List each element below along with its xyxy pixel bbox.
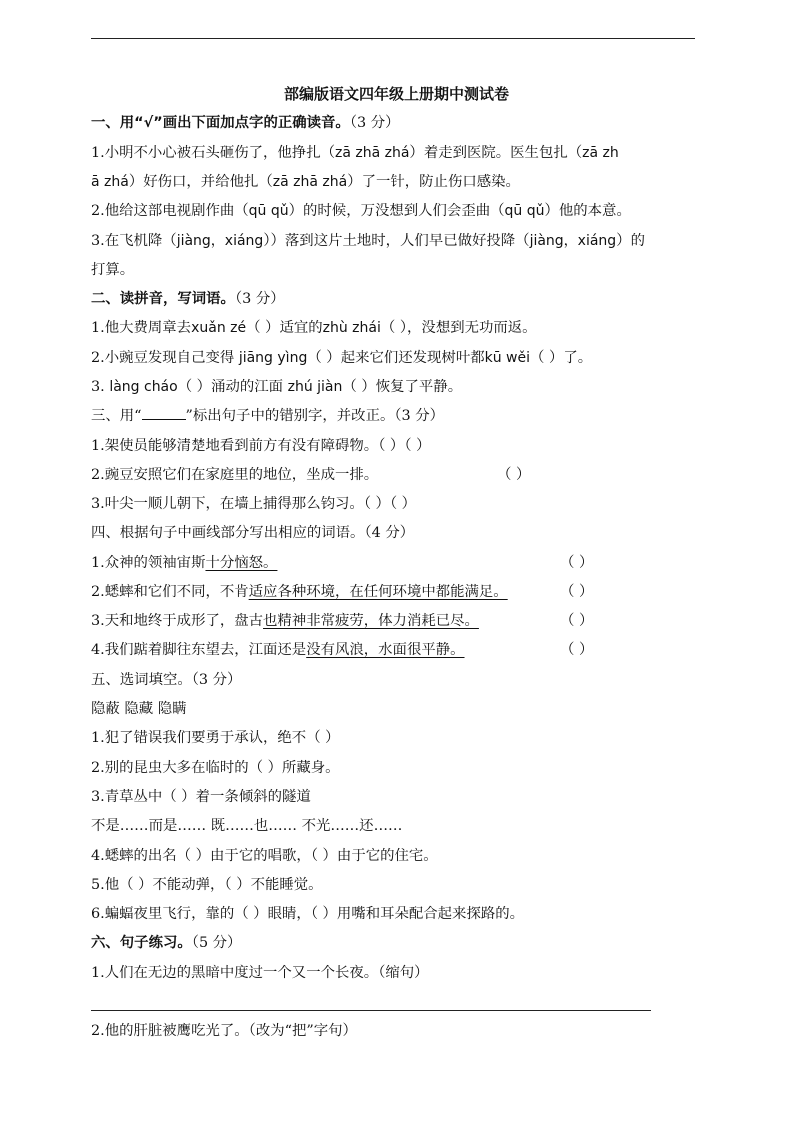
s4-line-4: 4.我们踮着脚往东望去，江面还是没有风浪，水面很平静。 [91, 642, 465, 658]
section-1-heading-text-2: ”画出下面加点字的正确读音。 [153, 115, 350, 131]
answer-blank[interactable]: （ ） [560, 584, 594, 600]
pinyin-options: jiàng，xiáng [176, 233, 264, 249]
s1-line-1: 1.小明不小心被石头砸伤了，他挣扎（zā zhā zhá）着走到医院。医生包扎（zā zh [91, 145, 619, 161]
checkmark-symbol: √ [143, 115, 154, 131]
s1-line-3: 2.他给这部电视剧作曲（qū qǔ）的时候，万没想到人们会歪曲（qū qǔ）他的本意。 [91, 203, 631, 219]
pinyin-options: jiàng，xiáng [529, 233, 617, 249]
s5-line-5[interactable]: 5.他（ ）不能动弹，（ ）不能睡觉。 [91, 877, 323, 893]
section-5-heading: 五、选词填空。（3 分） [91, 672, 242, 688]
section-4-heading: 四、根据句子中画线部分写出相应的词语。（4 分） [91, 525, 415, 541]
underline-mark-sample [142, 407, 186, 420]
answer-blank[interactable]: （ ） [560, 555, 594, 571]
underlined-phrase: 十分恼怒。 [205, 555, 278, 571]
answer-blank[interactable]: （ ）恢复了平静。 [342, 379, 463, 395]
s3-line-2: 2.豌豆安照它们在家庭里的地位，坐成一排。 [91, 467, 379, 483]
answer-blank[interactable]: （ ）了。 [530, 350, 593, 366]
s5-line-3[interactable]: 3.青草丛中（ ）着一条倾斜的隧道 [91, 789, 311, 805]
answer-writing-line[interactable] [91, 1010, 651, 1011]
pinyin-options: qū qǔ [504, 203, 545, 219]
word-bank-1: 隐蔽 隐藏 隐瞒 [91, 701, 187, 717]
s5-line-4[interactable]: 4.蟋蟀的出名（ ）由于它的唱歌，（ ）由于它的住宅。 [91, 848, 438, 864]
pinyin-options: qū qǔ [248, 203, 289, 219]
s6-line-2: 2.他的肝脏被鹰吃光了。（改为“把”字句） [91, 1023, 357, 1039]
answer-blank[interactable]: （ ）适宜的 [246, 320, 323, 336]
pinyin-prompt: jiāng yìng [238, 350, 308, 366]
answer-blank[interactable]: （ ）起来它们还发现树叶都 [307, 350, 485, 366]
pinyin-prompt: xuǎn zé [191, 320, 247, 336]
section-1-heading-text: 一、用“ [91, 115, 144, 131]
underlined-phrase: 也精神非常疲劳，体力消耗已尽。 [263, 613, 479, 629]
answer-blank[interactable]: （ ） [497, 467, 531, 483]
s2-line-3: 3. làng cháo（ ）涌动的江面 zhú jiàn（ ）恢复了平静。 [91, 379, 463, 395]
pinyin-prompt: kū wěi [484, 350, 530, 366]
s5-line-1[interactable]: 1.犯了错误我们要勇于承认，绝不（ ） [91, 730, 340, 746]
answer-blank[interactable]: （ ） [560, 642, 594, 658]
s1-line-5: 打算。 [91, 262, 135, 278]
section-6-score: （5 分） [191, 935, 242, 951]
answer-blank[interactable]: （ ），没想到无功而返。 [380, 320, 537, 336]
section-3-heading: 三、用“ ”标出句子中的错别字，并改正。（3 分） [91, 408, 445, 424]
pinyin-prompt: zhù zhái [322, 320, 381, 336]
underlined-phrase: 适应各种环境，在任何环境中都能满足。 [248, 584, 508, 600]
s5-line-6[interactable]: 6.蝙蝠夜里飞行，靠的（ ）眼睛，（ ）用嘴和耳朵配合起来探路的。 [91, 906, 525, 922]
s1-line-2: ā zhá）好伤口，并给他扎（zā zhā zhá）了一针，防止伤口感染。 [91, 174, 520, 190]
pinyin-options: zā zh [582, 145, 619, 161]
s1-line-4: 3.在飞机降（jiàng，xiáng））落到这片土地时，人们早已做好投降（jiàng，xiáng）的 [91, 233, 645, 249]
s4-line-3: 3.天和地终于成形了，盘古也精神非常疲劳，体力消耗已尽。 [91, 613, 479, 629]
section-1-heading [91, 113, 400, 133]
pinyin-options: ā zhá [91, 174, 129, 190]
section-6-heading: 六、句子练习。（5 分） [91, 935, 242, 951]
pinyin-prompt: làng cháo [109, 379, 178, 395]
s4-line-1: 1.众神的领袖宙斯十分恼怒。 [91, 555, 278, 571]
s2-line-2: 2.小豌豆发现自己变得 jiāng yìng（ ）起来它们还发现树叶都kū wěi（ ）了。 [91, 350, 593, 366]
header-rule [91, 38, 695, 39]
section-2-heading: 二、读拼音，写词语。（3 分） [91, 291, 285, 307]
page-title: 部编版语文四年级上册期中测试卷 [283, 85, 509, 103]
answer-blank[interactable]: （ ）涌动的江面 [177, 379, 288, 395]
underlined-phrase: 没有风浪，水面很平静。 [306, 642, 465, 658]
s3-line-3[interactable]: 3.叶尖一顺儿朝下，在墙上捕得那么钧习。（ ）（ ） [91, 496, 417, 512]
section-1-score: （3 分） [349, 115, 400, 131]
s4-line-2: 2.蟋蟀和它们不同，不肯适应各种环境，在任何环境中都能满足。 [91, 584, 508, 600]
pinyin-prompt: zhú jiàn [287, 379, 343, 395]
s2-line-1: 1.他大费周章去xuǎn zé（ ）适宜的zhù zhái（ ），没想到无功而返。 [91, 320, 537, 336]
pinyin-options: zā zhā zhá [272, 174, 348, 190]
s5-line-2[interactable]: 2.别的昆虫大多在临时的（ ）所藏身。 [91, 760, 340, 776]
section-2-score: （3 分） [234, 291, 285, 307]
s3-line-1[interactable]: 1.架使员能够清楚地看到前方有没有障碍物。（ ）（ ） [91, 438, 431, 454]
s6-line-1: 1.人们在无边的黑暗中度过一个又一个长夜。（缩句） [91, 965, 429, 981]
pinyin-options: zā zhā zhá [334, 145, 410, 161]
word-bank-2: 不是……而是…… 既……也…… 不光……还…… [91, 818, 403, 834]
answer-blank[interactable]: （ ） [560, 613, 594, 629]
